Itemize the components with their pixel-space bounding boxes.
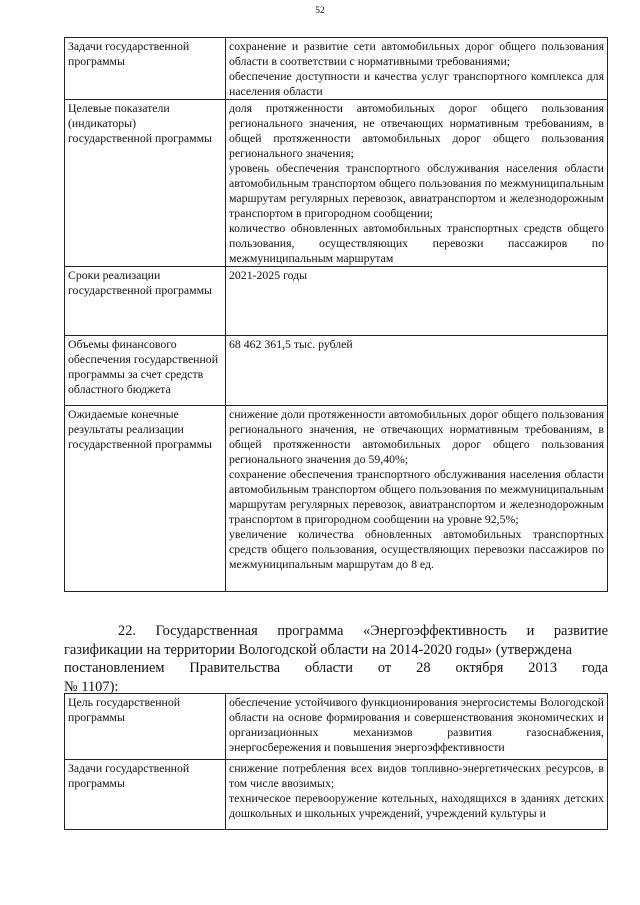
value-paragraph: количество обновленных автомобильных транспортных средств общего пользования, осуществляющих перевозки пассажиров по межмуниципальным маршрутам — [229, 221, 604, 265]
row-label: Ожидаемые конечные результаты реализации государственной программы — [65, 406, 226, 592]
value-paragraph: уровень обеспечения транспортного обслуживания населения области автомобильным транспортом общего пользования по межмуниципальным маршрутам регулярных перевозок, авиатранспортом и железнодорожным транспортом в пригородном сообщении; — [229, 161, 604, 220]
section-heading-line: 22. Государственная программа «Энергоэффективность и развитие газификации на территории Вологодской области на 2014-2020 годы» (утверждена — [64, 623, 608, 658]
table-row — [65, 760, 608, 830]
row-value — [226, 760, 608, 830]
row-label: Целевые показатели (индикаторы) государственной программы — [65, 100, 226, 267]
table-row — [65, 267, 608, 336]
section-heading-line: № 1107): — [64, 678, 119, 695]
row-value — [226, 38, 608, 100]
row-value — [226, 100, 608, 267]
value-paragraph: увеличение количества обновленных автомобильных транспортных средств общего пользования, осуществляющих перевозки пассажиров по межмуниципальным маршрутам до 8 ед. — [229, 527, 604, 571]
page-number: 52 — [315, 6, 325, 16]
table-row — [65, 694, 608, 760]
section-heading — [64, 622, 608, 696]
row-value — [226, 694, 608, 760]
table-row — [65, 406, 608, 592]
value-paragraph: сохранение обеспечения транспортного обслуживания населения области автомобильным транспортом общего пользования по межмуниципальным маршрутам регулярных перевозок, авиатранспортом и железнодорожным транспортом в пригородном сообщении на уровне 92,5%; — [229, 467, 604, 526]
row-value — [226, 406, 608, 592]
table-row — [65, 336, 608, 406]
value-paragraph: техническое перевооружение котельных, находящихся в зданиях детских дошкольных и школьных учреждений, учреждений культуры и — [229, 791, 604, 820]
row-label: Сроки реализации государственной программы — [65, 267, 226, 336]
value-paragraph: обеспечение устойчивого функционирования энергосистемы Вологодской области на основе формирования и совершенствования экономических и организационных механизмов развития газоснабжения, энергосбережения и повышения энергоэффективности — [229, 695, 604, 754]
value-paragraph: 68 462 361,5 тыс. рублей — [229, 337, 353, 351]
row-value — [226, 267, 608, 336]
row-label: Задачи государственной программы — [65, 760, 226, 830]
section-heading-line: постановлением Правительства области от 28 октября 2013 года — [64, 660, 608, 676]
program-passport-table-energy — [64, 693, 608, 830]
table-row — [65, 100, 608, 267]
row-label: Цель государственной программы — [65, 694, 226, 760]
table-row — [65, 38, 608, 100]
value-paragraph: 2021-2025 годы — [229, 268, 308, 282]
value-paragraph: снижение доли протяженности автомобильных дорог общего пользования регионального значения, не отвечающих нормативным требованиям, в общей протяженности автомобильных дорог общего пользования регионального значения до 59,40%; — [229, 407, 604, 466]
value-paragraph: обеспечение доступности и качества услуг транспортного комплекса для населения области — [229, 69, 604, 98]
value-paragraph: сохранение и развитие сети автомобильных дорог общего пользования области в соответствии с нормативными требованиями; — [229, 39, 604, 68]
value-paragraph: снижение потребления всех видов топливно-энергетических ресурсов, в том числе ввозимых; — [229, 761, 604, 790]
value-paragraph: доля протяженности автомобильных дорог общего пользования регионального значения, не отвечающих нормативным требованиям, в общей протяженности автомобильных дорог общего пользования регионального значения; — [229, 101, 604, 160]
row-label: Задачи государственной программы — [65, 38, 226, 100]
row-value — [226, 336, 608, 406]
program-passport-table-transport — [64, 37, 608, 592]
row-label: Объемы финансового обеспечения государственной программы за счет средств областного бюджета — [65, 336, 226, 406]
